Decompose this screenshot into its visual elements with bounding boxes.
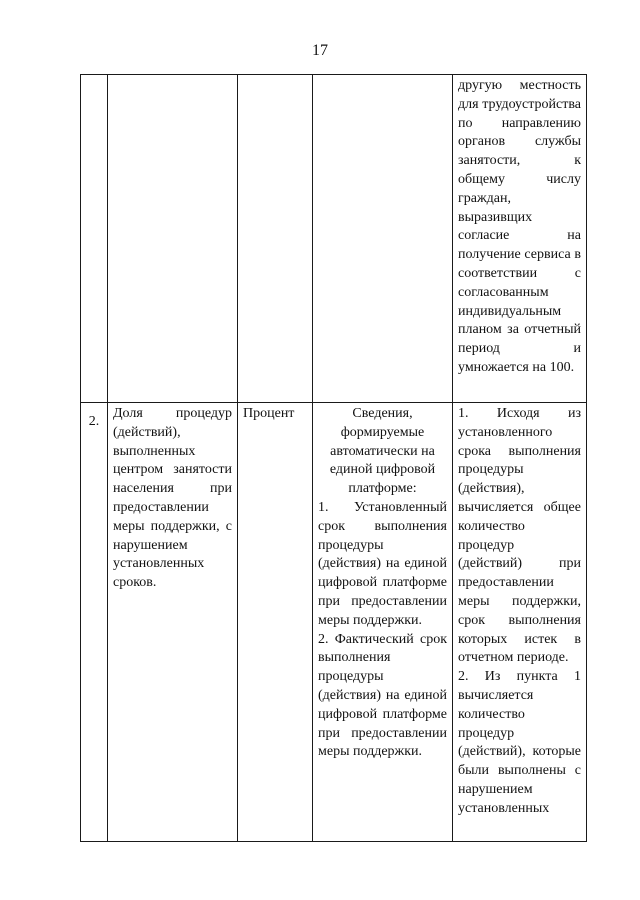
method-item-2: 2. Из пункта 1 вычисляется количество процедур (действий), которые были выполнены с нарушением установленных bbox=[458, 669, 581, 816]
cell-unit bbox=[238, 75, 313, 403]
cell-unit: Процент bbox=[238, 403, 313, 842]
cell-source bbox=[313, 403, 453, 842]
cell-source bbox=[313, 75, 453, 403]
cell-method bbox=[453, 403, 587, 842]
source-intro: Сведения, формируемые автоматически на единой цифровой платформе: bbox=[329, 406, 436, 497]
method-item-1: 1. Исходя из установленного срока выполнения процедуры (действия), вычисляется общее количество процедур (действий) при предоставлении меры поддержки, срок выполнения которых истек в отчетном периоде. bbox=[458, 406, 581, 666]
indicator-table bbox=[80, 74, 587, 842]
cell-number: 2. bbox=[81, 403, 108, 842]
table-row bbox=[81, 75, 587, 403]
cell-method: другую местность для трудоустройства по направлению органов службы занятости, к общему числу граждан, выразивщих согласие на получение сервиса в соответствии с согласованным индивидуальным планом за отчетный период и умножается на 100. bbox=[453, 75, 587, 403]
page-number: 17 bbox=[312, 42, 328, 59]
cell-indicator-name bbox=[108, 75, 238, 403]
cell-number bbox=[81, 75, 108, 403]
source-item-2: 2. Фактический срок выполнения процедуры (действия) на единой цифровой платформе при предоставлении меры поддержки. bbox=[318, 631, 447, 760]
table-row bbox=[81, 403, 587, 842]
source-item-1: 1. Установленный срок выполнения процедуры (действия) на единой цифровой платформе при предоставлении меры поддержки. bbox=[318, 499, 447, 628]
cell-indicator-name: Доля процедур (действий), выполненных центром занятости населения при предоставлении меры поддержки, с нарушением установленных сроков. bbox=[108, 403, 238, 842]
